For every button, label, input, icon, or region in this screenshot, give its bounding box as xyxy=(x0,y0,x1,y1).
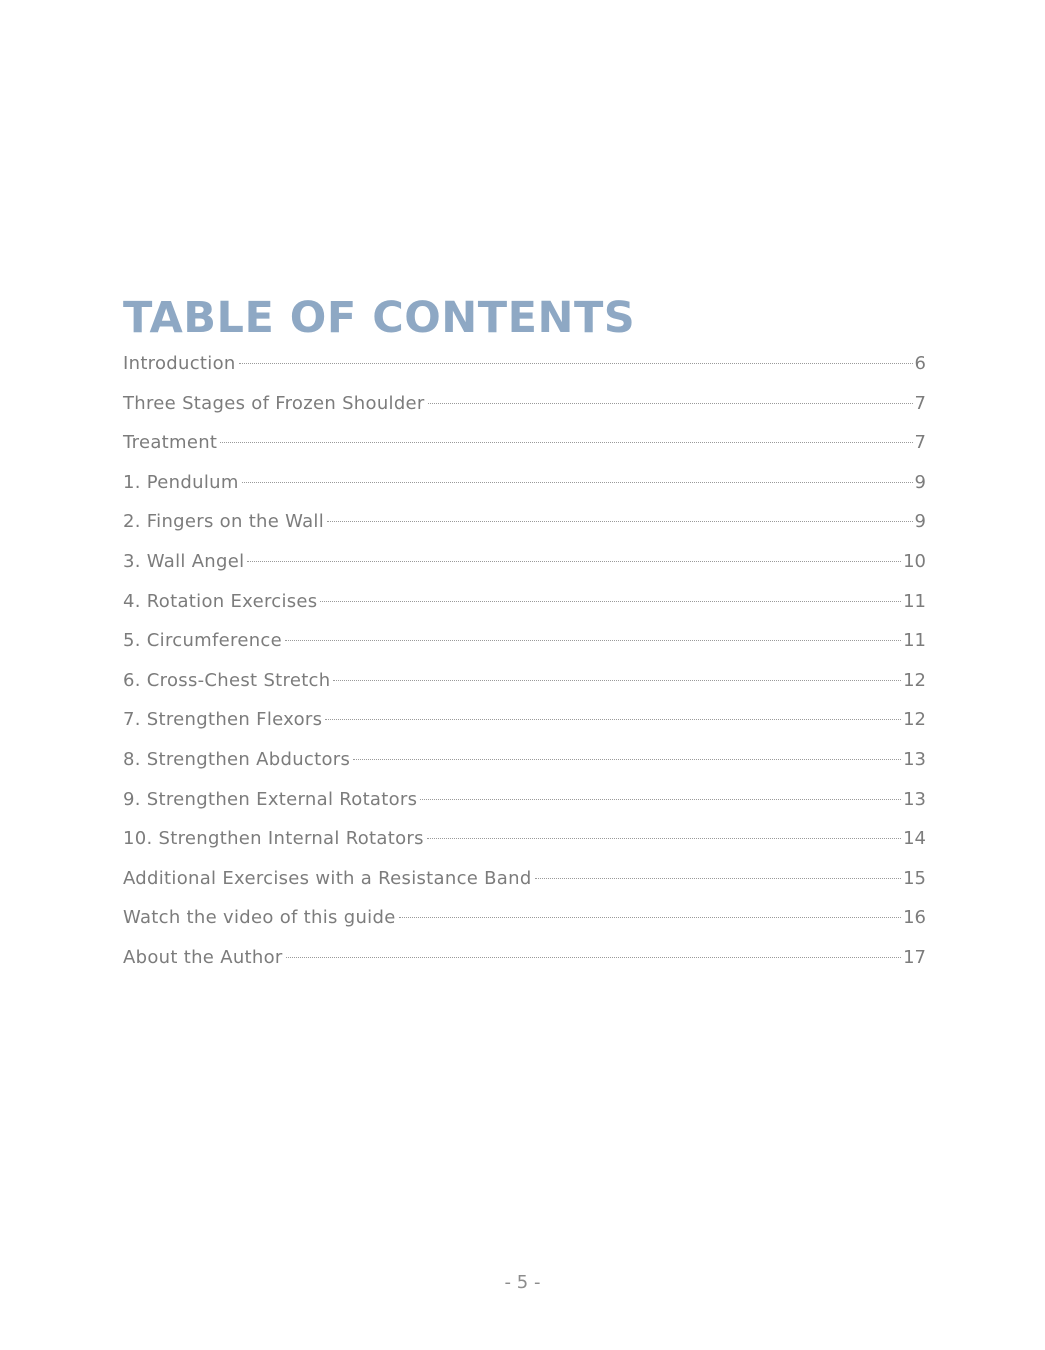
toc-entry-page: 13 xyxy=(903,748,926,770)
dot-leader xyxy=(327,521,913,522)
toc-entry-page: 7 xyxy=(914,392,926,414)
dot-leader xyxy=(286,957,901,958)
dot-leader xyxy=(285,640,901,641)
dot-leader xyxy=(320,601,901,602)
dot-leader xyxy=(242,482,913,483)
dot-leader xyxy=(247,561,901,562)
toc-entry-label: 5. Circumference xyxy=(123,630,282,652)
toc-entry[interactable] xyxy=(123,661,926,701)
dot-leader xyxy=(220,442,912,443)
toc-entry-page: 11 xyxy=(903,590,926,612)
toc-entry-page: 9 xyxy=(914,471,926,493)
toc-entry-label: 7. Strengthen Flexors xyxy=(123,709,323,731)
toc-entry[interactable] xyxy=(123,819,926,859)
toc-entry-label: 6. Cross-Chest Stretch xyxy=(123,669,331,691)
toc-list xyxy=(123,344,926,978)
toc-entry-label: Additional Exercises with a Resistance Band xyxy=(123,867,532,889)
dot-leader xyxy=(535,878,902,879)
toc-entry-label: Treatment xyxy=(123,432,218,454)
toc-entry[interactable] xyxy=(123,384,926,424)
toc-entry-label: 1. Pendulum xyxy=(123,471,239,493)
toc-entry-page: 12 xyxy=(903,709,926,731)
dot-leader xyxy=(333,680,901,681)
dot-leader xyxy=(353,759,901,760)
toc-entry[interactable] xyxy=(123,938,926,978)
toc-entry-label: Three Stages of Frozen Shoulder xyxy=(123,392,425,414)
toc-entry[interactable] xyxy=(123,898,926,938)
toc-entry-label: 3. Wall Angel xyxy=(123,550,245,572)
toc-entry-label: 4. Rotation Exercises xyxy=(123,590,318,612)
toc-entry[interactable] xyxy=(123,740,926,780)
toc-entry-page: 17 xyxy=(903,946,926,968)
toc-entry-label: 9. Strengthen External Rotators xyxy=(123,788,418,810)
toc-entry[interactable] xyxy=(123,859,926,899)
toc-entry[interactable] xyxy=(123,502,926,542)
toc-entry[interactable] xyxy=(123,582,926,622)
toc-title: TABLE OF CONTENTS xyxy=(123,293,636,343)
toc-entry-page: 6 xyxy=(914,353,926,374)
toc-entry[interactable] xyxy=(123,463,926,503)
toc-entry-page: 13 xyxy=(903,788,926,810)
toc-entry-page: 10 xyxy=(903,550,926,572)
toc-entry-label: 10. Strengthen Internal Rotators xyxy=(123,828,424,850)
toc-entry[interactable] xyxy=(123,344,926,384)
toc-entry-label: About the Author xyxy=(123,946,283,968)
toc-entry-page: 7 xyxy=(914,432,926,454)
toc-entry-page: 14 xyxy=(903,828,926,850)
toc-entry-page: 12 xyxy=(903,669,926,691)
toc-entry-label: Introduction xyxy=(123,353,236,374)
toc-entry-label: 2. Fingers on the Wall xyxy=(123,511,325,533)
toc-entry-page: 16 xyxy=(903,907,926,929)
toc-entry-page: 11 xyxy=(903,630,926,652)
toc-entry[interactable] xyxy=(123,542,926,582)
toc-entry[interactable] xyxy=(123,780,926,820)
page-number: - 5 - xyxy=(504,1272,541,1293)
dot-leader xyxy=(325,719,901,720)
toc-entry-page: 9 xyxy=(914,511,926,533)
dot-leader xyxy=(239,363,913,364)
dot-leader xyxy=(399,917,902,918)
toc-entry-label: Watch the video of this guide xyxy=(123,907,396,929)
dot-leader xyxy=(420,799,901,800)
toc-entry[interactable] xyxy=(123,700,926,740)
dot-leader xyxy=(428,403,913,404)
toc-entry[interactable] xyxy=(123,423,926,463)
dot-leader xyxy=(427,838,901,839)
toc-entry-page: 15 xyxy=(903,867,926,889)
toc-entry-label: 8. Strengthen Abductors xyxy=(123,748,351,770)
toc-entry[interactable] xyxy=(123,621,926,661)
